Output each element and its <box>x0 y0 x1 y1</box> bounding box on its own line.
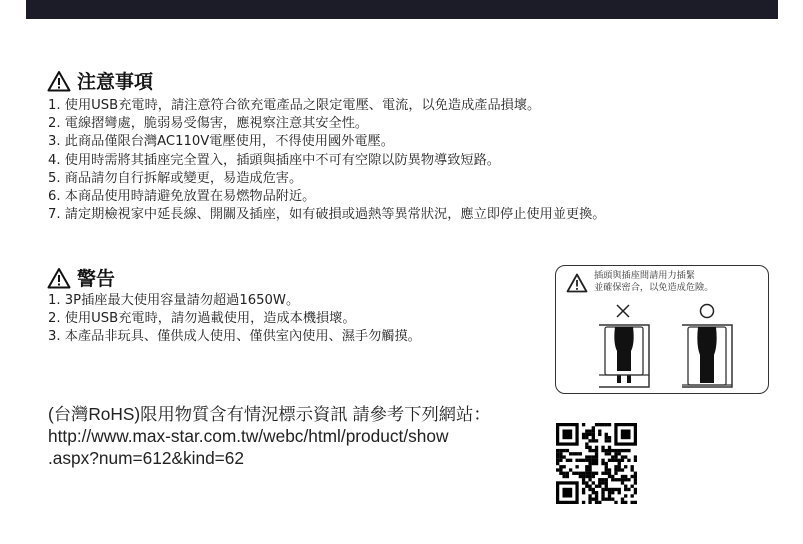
notice-title: 注意事項 <box>77 71 154 93</box>
list-item: 1. 使用USB充電時，請注意符合欲充電產品之限定電壓、電流，以免造成產品損壞。 <box>48 98 541 113</box>
warning-triangle-icon <box>47 70 71 92</box>
list-item: 7. 請定期檢視家中延長線、開關及插座，如有破損或過熱等異常狀況，應立即停止使用並更換。 <box>48 207 606 223</box>
plug-caution-box <box>555 265 769 394</box>
plug-correct-diagram <box>674 303 740 389</box>
qr-code <box>556 423 637 504</box>
notice-heading <box>47 67 153 94</box>
rohs-url-line-1[interactable]: http://www.max-star.com.tw/webc/html/product/show <box>48 426 449 446</box>
notice-list <box>48 97 605 224</box>
warning-triangle-icon <box>566 273 588 293</box>
caution-line-1: 插頭與插座間請用力插緊 <box>594 270 696 281</box>
warning-title: 警告 <box>77 268 116 290</box>
list-item: 3. 此商品僅限台灣AC110V電壓使用，不得使用國外電壓。 <box>48 134 394 150</box>
plug-wrong-diagram <box>591 303 657 389</box>
list-item: 3. 本產品非玩具、僅供成人使用、僅供室內使用、濕手勿觸摸。 <box>48 329 421 345</box>
warning-triangle-icon <box>47 267 71 289</box>
warning-heading <box>47 264 115 291</box>
rohs-info <box>48 403 491 469</box>
list-item: 6. 本商品使用時請避免放置在易燃物品附近。 <box>48 189 316 205</box>
list-item: 1. 3P插座最大使用容量請勿超過1650W。 <box>48 293 300 308</box>
warning-list <box>48 292 421 347</box>
caution-box-header <box>566 270 713 294</box>
list-item: 2. 電線摺彎處，脆弱易受傷害，應視察注意其安全性。 <box>48 116 369 132</box>
caution-line-2: 並確保密合，以免造成危險。 <box>594 282 714 293</box>
top-banner-bar <box>26 0 778 19</box>
rohs-statement: (台灣RoHS)限用物質含有情況標示資訊 請參考下列網站： <box>48 404 491 424</box>
list-item: 4. 使用時需將其插座完全置入，插頭與插座中不可有空隙以防異物導致短路。 <box>48 152 500 168</box>
rohs-url-line-2[interactable]: .aspx?num=612&kind=62 <box>48 448 245 468</box>
list-item: 2. 使用USB充電時，請勿過載使用，造成本機損壞。 <box>48 311 356 327</box>
list-item: 5. 商品請勿自行拆解或變更，易造成危害。 <box>48 170 303 186</box>
